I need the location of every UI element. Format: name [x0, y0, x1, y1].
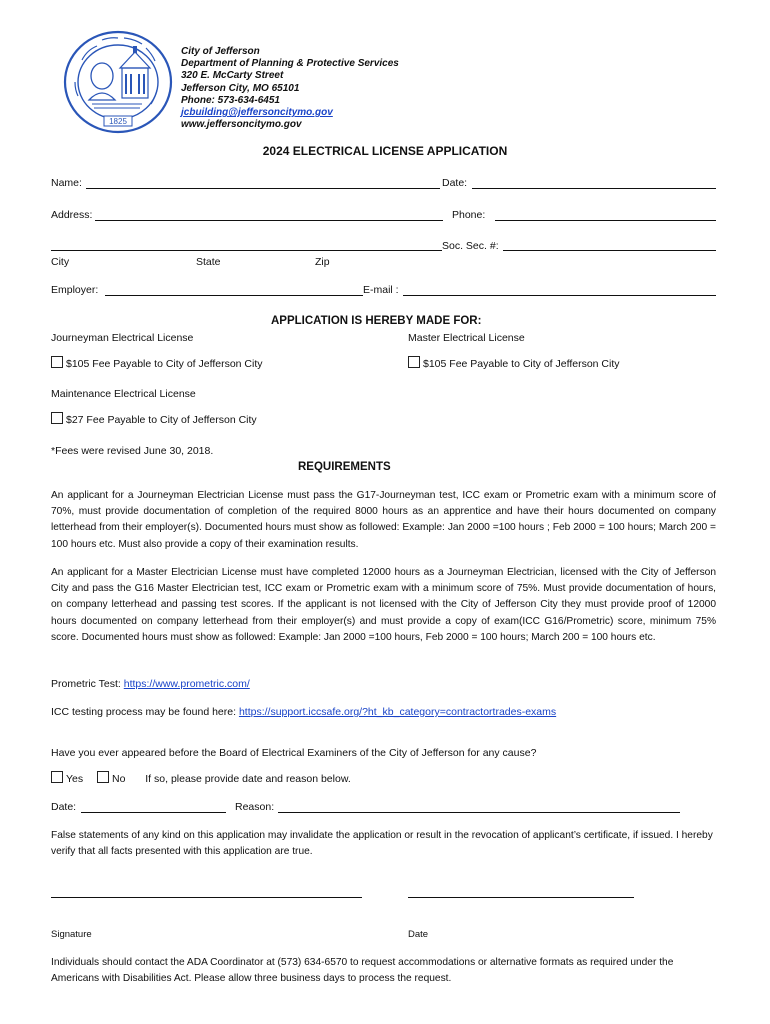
signature-date-label: Date: [408, 929, 429, 940]
master-label: Master Electrical License: [408, 332, 525, 344]
date-label: Date:: [442, 177, 468, 189]
prometric-line: [51, 678, 250, 691]
no-label: No: [111, 773, 126, 785]
certification-statement: False statements of any kind on this application may invalidate the application or result in the revocation of applicant’s certificate, if issued. I hereby verify that all facts presented with this application are true.: [51, 830, 713, 858]
board-date-field[interactable]: [81, 812, 226, 813]
maintenance-label: Maintenance Electrical License: [51, 388, 196, 400]
city-label: City: [51, 256, 70, 268]
date-field[interactable]: [472, 188, 716, 189]
if-so-text: If so, please provide date and reason below.: [145, 773, 351, 785]
master-fee: $105 Fee Payable to City of Jefferson City: [423, 358, 620, 370]
employer-field[interactable]: [105, 295, 363, 296]
address-label: Address:: [51, 209, 93, 221]
agency-header: [181, 46, 399, 131]
master-checkbox[interactable]: [408, 356, 420, 368]
city-seal-logo: [62, 30, 174, 134]
journeyman-checkbox[interactable]: [51, 356, 63, 368]
icc-label: ICC testing process may be found here:: [51, 706, 239, 718]
email-label: E-mail :: [363, 284, 399, 296]
prometric-link[interactable]: https://www.prometric.com/: [123, 678, 250, 690]
zip-label: Zip: [315, 256, 330, 268]
journeyman-fee: $105 Fee Payable to City of Jefferson City: [66, 358, 263, 370]
signature-date-field[interactable]: [408, 897, 634, 898]
city-state-zip: Jefferson City, MO 65101: [181, 82, 300, 94]
email-link[interactable]: jcbuilding@jeffersoncitymo.gov: [181, 107, 333, 119]
phone-number: Phone: 573-634-6451: [181, 94, 280, 106]
city-name: City of Jefferson: [181, 46, 260, 57]
state-label: State: [196, 256, 221, 268]
journeyman-label: Journeyman Electrical License: [51, 332, 194, 344]
board-date-label: Date:: [51, 801, 77, 813]
journeyman-requirements: An applicant for a Journeyman Electrician License must pass the G17-Journeyman test, ICC exam or Prometric exam with a minimum score of 70%, must provide documentation of completion of the required 8000 hours as an apprentice and have their hours documented on company letterhead from their employer(s). Documented hours must show as followed: Example: Jan 2000 =100 hours ; Feb 2000 = 100 hours; March 200 = 100 hours etc. Must also provide a copy of their examination results.: [51, 490, 716, 550]
prometric-label: Prometric Test:: [51, 678, 124, 690]
signature-field[interactable]: [51, 897, 362, 898]
phone-field[interactable]: [495, 220, 716, 221]
master-option: [408, 356, 620, 371]
seal-year: 1825: [109, 117, 127, 126]
journeyman-option: [51, 356, 263, 371]
maintenance-fee: $27 Fee Payable to City of Jefferson City: [66, 414, 257, 426]
requirements-heading: REQUIREMENTS: [298, 461, 391, 473]
address-field[interactable]: [95, 220, 443, 221]
phone-label: Phone:: [452, 209, 486, 221]
board-answer-row: [51, 771, 351, 786]
icc-link[interactable]: https://support.iccsafe.org/?ht_kb_category=contractortrades-exams: [238, 706, 557, 718]
icc-line: [51, 706, 556, 719]
ssn-label: Soc. Sec. #:: [442, 240, 499, 252]
maintenance-option: [51, 412, 257, 427]
reason-label: Reason:: [235, 801, 275, 813]
application-heading: APPLICATION IS HEREBY MADE FOR:: [271, 315, 482, 327]
master-requirements: An applicant for a Master Electrician License must have completed 12000 hours as a Journeyman Electrician, licensed with the City of Jefferson City and pass the G16 Master Electrician test, ICC exam or Prometric exam with a minimum score of 75%. Must provide documentation of hours, on company letterhead and passing test scores. If the applicant is not licensed with the City of Jefferson City they must provide proof of 12000 hours documented on company letterhead from their employer(s) and must provide a copy of exam(ICC G16/Prometric) score, minimum 75% score. Documented hours must show as followed: Example: Jan 2000 =100 hours, Feb 2000 = 100 hours; March 200 = 100 hours etc.: [51, 567, 716, 643]
website: www.jeffersoncitymo.gov: [181, 119, 302, 131]
reason-field[interactable]: [278, 812, 680, 813]
yes-checkbox[interactable]: [51, 771, 63, 783]
ssn-field[interactable]: [503, 250, 716, 251]
board-question: Have you ever appeared before the Board of Electrical Examiners of the City of Jefferson for any cause?: [51, 747, 537, 759]
city-state-zip-field[interactable]: [51, 250, 442, 251]
signature-label: Signature: [51, 929, 92, 940]
employer-label: Employer:: [51, 284, 99, 296]
no-checkbox[interactable]: [97, 771, 109, 783]
maintenance-checkbox[interactable]: [51, 412, 63, 424]
street-address: 320 E. McCarty Street: [181, 70, 284, 82]
name-field[interactable]: [86, 188, 440, 189]
fees-note: *Fees were revised June 30, 2018.: [51, 445, 214, 457]
name-label: Name:: [51, 177, 82, 189]
yes-label: Yes: [66, 773, 84, 785]
form-title: 2024 ELECTRICAL LICENSE APPLICATION: [262, 144, 508, 158]
ada-notice: Individuals should contact the ADA Coordinator at (573) 634-6570 to request accommodations or alternative formats as required under the Americans with Disabilities Act. Please allow three business days to process the request.: [51, 957, 674, 985]
department-name: Department of Planning & Protective Services: [181, 58, 399, 70]
email-field[interactable]: [403, 295, 716, 296]
